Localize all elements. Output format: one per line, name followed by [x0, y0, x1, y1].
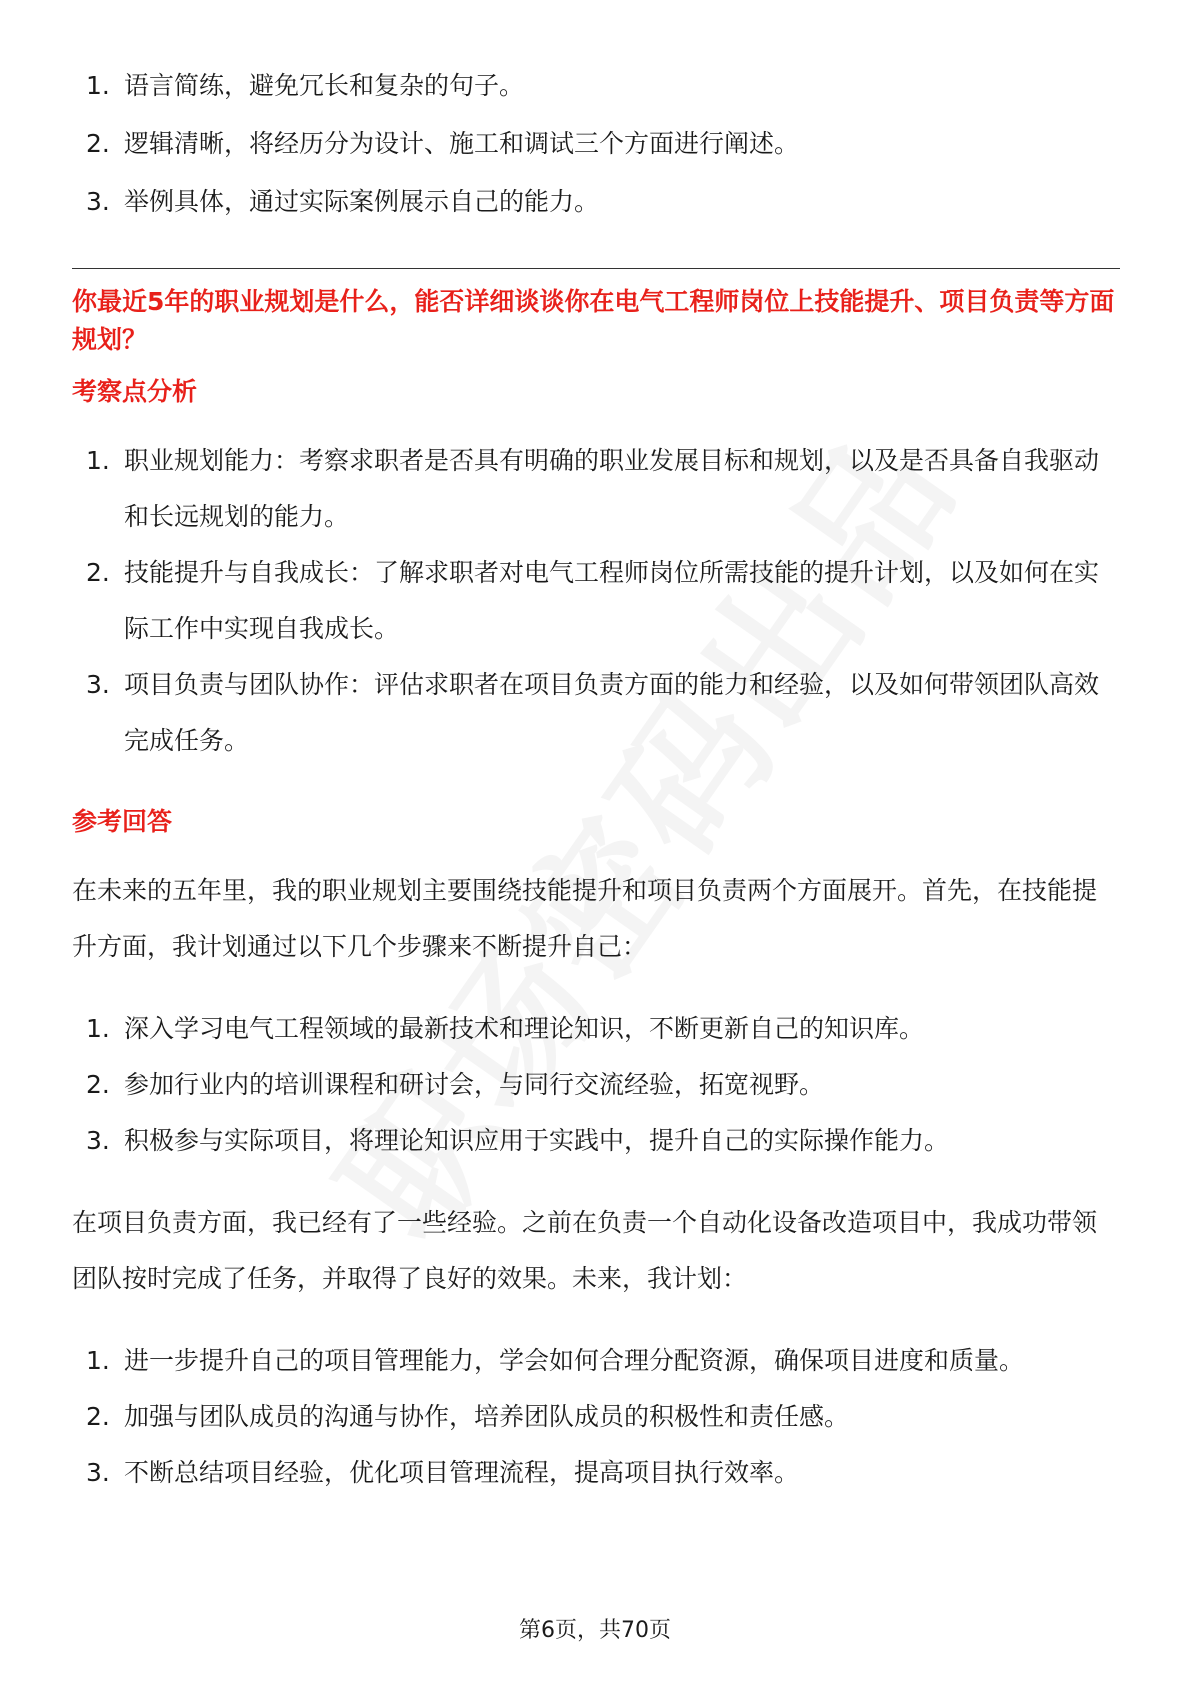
list-text: 技能提升与自我成长：了解求职者对电气工程师岗位所需技能的提升计划，以及如何在实际工作中实现自我成长。	[124, 558, 1100, 643]
list-text: 举例具体，通过实际案例展示自己的能力。	[124, 187, 600, 216]
list-item	[72, 1445, 1120, 1501]
list-number: 2.	[86, 1070, 110, 1099]
project-list	[72, 1333, 1120, 1501]
answer-paragraph: 在项目负责方面，我已经有了一些经验。之前在负责一个自动化设备改造项目中，我成功带领团队按时完成了任务，并取得了良好的效果。未来，我计划：	[72, 1208, 1098, 1293]
answer-paragraph: 在未来的五年里，我的职业规划主要围绕技能提升和项目负责两个方面展开。首先，在技能提升方面，我计划通过以下几个步骤来不断提升自己：	[72, 876, 1098, 961]
list-item	[72, 433, 1120, 545]
list-number: 3.	[86, 670, 110, 699]
list-text: 项目负责与团队协作：评估求职者在项目负责方面的能力和经验，以及如何带领团队高效完成任务。	[124, 670, 1100, 755]
list-item	[72, 1057, 1120, 1113]
list-text: 积极参与实际项目，将理论知识应用于实践中，提升自己的实际操作能力。	[124, 1126, 950, 1155]
list-number: 1.	[86, 1014, 110, 1043]
list-text: 深入学习电气工程领域的最新技术和理论知识，不断更新自己的知识库。	[124, 1014, 925, 1043]
list-number: 2.	[86, 558, 110, 587]
list-number: 3.	[86, 187, 110, 216]
divider	[72, 268, 1120, 269]
skills-list	[72, 1001, 1120, 1169]
list-text: 职业规划能力：考察求职者是否具有明确的职业发展目标和规划，以及是否具备自我驱动和长远规划的能力。	[124, 446, 1100, 531]
list-item	[72, 545, 1120, 657]
list-item	[72, 1113, 1120, 1169]
list-item	[72, 1389, 1120, 1445]
list-number: 3.	[86, 1458, 110, 1487]
list-number: 1.	[86, 1346, 110, 1375]
list-item	[72, 116, 1120, 172]
answer-heading: 参考回答	[72, 807, 173, 836]
list-item	[72, 657, 1120, 769]
list-text: 语言简练，避免冗长和复杂的句子。	[124, 71, 525, 100]
question-heading: 你最近5年的职业规划是什么，能否详细谈谈你在电气工程师岗位上技能提升、项目负责等方面规划？	[72, 287, 1115, 354]
list-item	[72, 174, 1120, 230]
list-number: 1.	[86, 446, 110, 475]
list-text: 逻辑清晰，将经历分为设计、施工和调试三个方面进行阐述。	[124, 129, 800, 158]
list-item	[72, 1001, 1120, 1057]
list-item	[72, 58, 1120, 114]
list-number: 2.	[86, 129, 110, 158]
list-number: 3.	[86, 1126, 110, 1155]
page-footer: 第6页，共70页	[519, 1618, 671, 1643]
list-text: 参加行业内的培训课程和研讨会，与同行交流经验，拓宽视野。	[124, 1070, 825, 1099]
list-number: 1.	[86, 71, 110, 100]
list-text: 进一步提升自己的项目管理能力，学会如何合理分配资源，确保项目进度和质量。	[124, 1346, 1025, 1375]
list-text: 加强与团队成员的沟通与协作，培养团队成员的积极性和责任感。	[124, 1402, 850, 1431]
page-content	[72, 58, 1120, 1501]
analysis-list	[72, 433, 1120, 769]
list-text: 不断总结项目经验，优化项目管理流程，提高项目执行效率。	[124, 1458, 800, 1487]
analysis-heading: 考察点分析	[72, 377, 198, 406]
list-item	[72, 1333, 1120, 1389]
top-list	[72, 58, 1120, 230]
list-number: 2.	[86, 1402, 110, 1431]
